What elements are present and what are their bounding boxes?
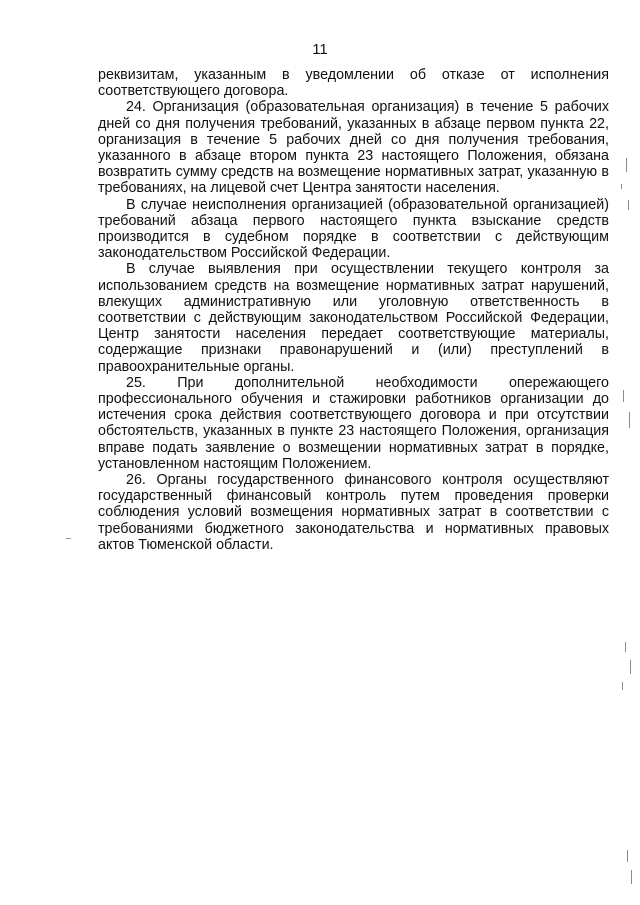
paragraph-violations: В случае выявления при осуществлении текущего контроля за использованием средств на возмещение нормативных затрат нарушений, влекущих административную или уголовную ответственность в соответствии с действующим законодательством Российской Федерации, Центр занятости населения передает соответствующие материалы, содержащие признаки правонарушений и (или) преступлений в правоохранительные органы.	[98, 261, 609, 375]
scan-artifact-tick	[66, 538, 71, 539]
scan-edge-artifacts	[618, 150, 634, 890]
paragraph-non-fulfillment: В случае неисполнения организацией (образовательной организацией) требований абзаца первого настоящего пункта взыскание средств производится в судебном порядке в соответствии с действующим законодательством Российской Федерации.	[98, 196, 609, 262]
document-body	[98, 67, 609, 553]
paragraph-item-24: 24. Организация (образовательная организация) в течение 5 рабочих дней со дня получения требований, указанных в абзаце первом пункта 22, организация в течение 5 рабочих дней со дня получения требования, указанного в абзаце втором пункта 23 настоящего Положения, обязана возвратить сумму средств на возмещение нормативных затрат, указанную в требованиях, на лицевой счет Центра занятости населения.	[98, 99, 609, 197]
paragraph-item-26: 26. Органы государственного финансового контроля осуществляют государственный финансовый контроль путем проведения проверки соблюдения условий возмещения нормативных затрат в соответствии с требованиями бюджетного законодательства и нормативных правовых актов Тюменской области.	[98, 472, 609, 553]
page-number: 11	[312, 41, 328, 58]
paragraph-item-25: 25. При дополнительной необходимости опережающего профессионального обучения и стажировки работников организации до истечения срока действия соответствующего договора и при отсутствии обстоятельств, указанных в пункте 23 настоящего Положения, организация вправе подать заявление о возмещении нормативных затрат в порядке, установленном настоящим Положением.	[98, 374, 609, 472]
paragraph-continuation: реквизитам, указанным в уведомлении об отказе от исполнения соответствующего договора.	[98, 67, 609, 100]
